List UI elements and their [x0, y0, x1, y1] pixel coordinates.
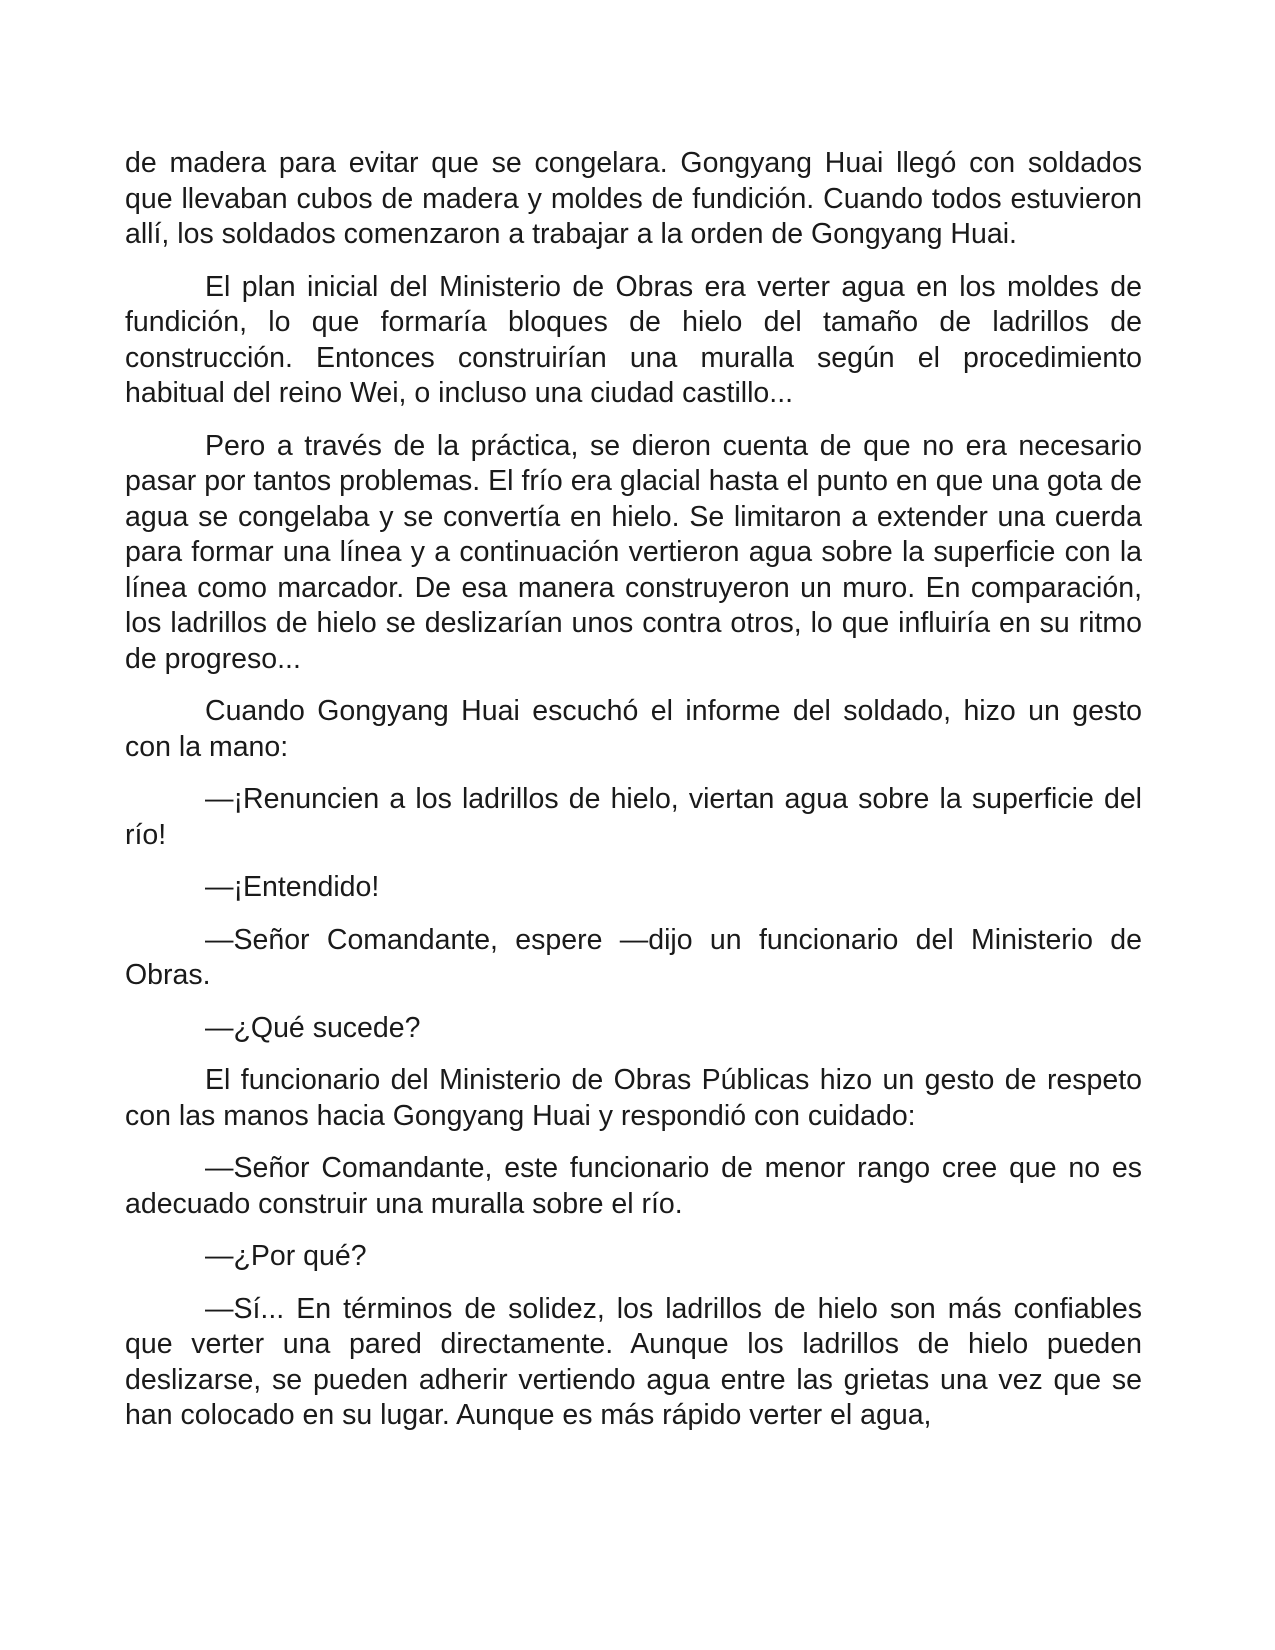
paragraph-ministry-plan: El plan inicial del Ministerio de Obras era verter agua en los moldes de fundición, lo que formaría bloques de hielo del tamaño de ladrillos de construcción. Entonces construirían una muralla según el procedimiento habitual del reino Wei, o incluso una ciudad castillo...	[125, 270, 1142, 409]
dialogue-line: —¡Renuncien a los ladrillos de hielo, viertan agua sobre la superficie del río!	[125, 783, 1142, 851]
page-body	[125, 146, 1142, 1451]
paragraph-practice: Pero a través de la práctica, se dieron cuenta de que no era necesario pasar por tantos problemas. El frío era glacial hasta el punto en que una gota de agua se congelaba y se convertía en hielo. Se limitaron a extender una cuerda para formar una línea y a continuación vertieron agua sobre la superficie con la línea como marcador. De esa manera construyeron un muro. En comparación, los ladrillos de hielo se deslizarían unos contra otros, lo que influiría en su ritmo de progreso...	[125, 429, 1142, 675]
dialogue-line: —¿Qué sucede?	[205, 1011, 421, 1044]
dialogue-line: —Señor Comandante, espere —dijo un funcionario del Ministerio de Obras.	[125, 923, 1142, 991]
dialogue-line: —Señor Comandante, este funcionario de menor rango cree que no es adecuado construir una muralla sobre el río.	[125, 1152, 1142, 1220]
paragraph-report: Cuando Gongyang Huai escuchó el informe del soldado, hizo un gesto con la mano:	[125, 695, 1142, 763]
dialogue-line: —¿Por qué?	[205, 1240, 367, 1272]
dialogue-line: —Sí... En términos de solidez, los ladrillos de hielo son más confiables que verter una pared directamente. Aunque los ladrillos de hielo pueden deslizarse, se pueden adherir vertiendo agua entre las grietas una vez que se han colocado en su lugar. Aunque es más rápido verter el agua,	[125, 1292, 1142, 1431]
paragraph-continuation: de madera para evitar que se congelara. Gongyang Huai llegó con soldados que llevaban cubos de madera y moldes de fundición. Cuando todos estuvieron allí, los soldados comenzaron a trabajar a la orden de Gongyang Huai.	[125, 147, 1142, 250]
paragraph-official: El funcionario del Ministerio de Obras Públicas hizo un gesto de respeto con las manos hacia Gongyang Huai y respondió con cuidado:	[125, 1064, 1142, 1132]
dialogue-line: —¡Entendido!	[205, 871, 380, 903]
